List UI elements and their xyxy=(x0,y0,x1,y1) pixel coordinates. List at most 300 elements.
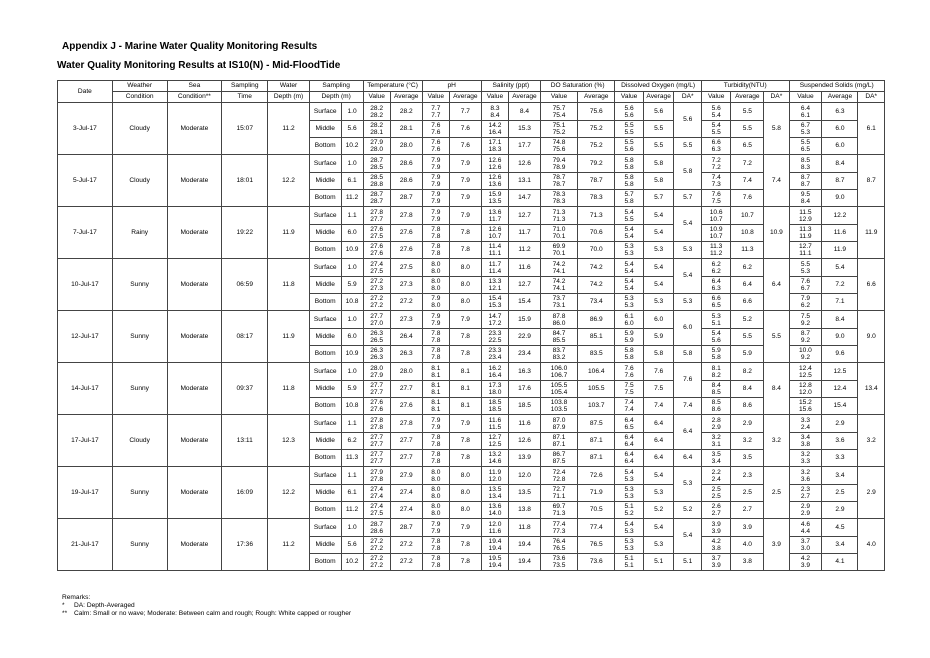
temperature-values-reading: 27.6 xyxy=(370,243,384,250)
dissolved-oxygen-average: 5.4 xyxy=(643,225,674,242)
do-saturation-values-reading: 73.5 xyxy=(552,562,566,569)
do-saturation-values-reading: 73.6 xyxy=(552,555,566,562)
suspended-solids-values-reading: 8.7 xyxy=(800,330,810,337)
water-quality-table xyxy=(57,80,885,571)
salinity-average: 14.7 xyxy=(509,190,541,207)
do-saturation-average: 85.1 xyxy=(578,329,615,346)
salinity-values-reading: 16.4 xyxy=(488,371,502,379)
salinity-average: 12.6 xyxy=(509,433,541,450)
ph-average: 8.0 xyxy=(450,467,482,485)
turbidity-values-reading: 5.4 xyxy=(711,330,721,337)
turbidity-da: 2.5 xyxy=(764,467,789,519)
salinity-values-reading: 22.5 xyxy=(488,337,502,344)
temperature-values xyxy=(363,207,390,225)
salinity-values-reading: 11.6 xyxy=(488,527,502,535)
do-saturation-values-reading: 74.2 xyxy=(552,260,566,268)
turbidity-values xyxy=(701,467,731,485)
suspended-solids-values xyxy=(789,311,822,329)
ph-average: 7.8 xyxy=(450,242,482,259)
salinity-values-reading: 11.4 xyxy=(488,267,502,275)
do-saturation-values xyxy=(540,294,577,311)
sampling-level-cell: Surface xyxy=(309,103,341,121)
temperature-values-reading: 26.3 xyxy=(370,354,384,361)
dissolved-oxygen-bottom-da: 5.3 xyxy=(674,294,701,311)
ph-values-reading: 7.9 xyxy=(431,181,441,188)
sampling-level-cell: Bottom xyxy=(309,398,341,415)
do-saturation-values xyxy=(540,363,577,381)
turbidity-values-reading: 6.6 xyxy=(711,295,721,302)
temperature-values xyxy=(363,554,390,571)
suspended-solids-da: 13.4 xyxy=(858,363,885,415)
turbidity-average: 6.4 xyxy=(731,277,764,294)
sampling-depth-cell: 1.0 xyxy=(341,519,363,537)
turbidity-values-reading: 3.9 xyxy=(711,520,721,528)
do-saturation-values-reading: 69.7 xyxy=(552,503,566,510)
suspended-solids-values-reading: 11.3 xyxy=(799,226,812,233)
sea-condition-cell: Moderate xyxy=(167,155,222,207)
header-sampling-depth: Sampling xyxy=(309,81,363,92)
ph-average: 7.8 xyxy=(450,450,482,467)
ph-average: 7.8 xyxy=(450,537,482,554)
do-saturation-values-reading: 74.2 xyxy=(552,278,566,285)
suspended-solids-values-reading: 8.3 xyxy=(800,163,810,171)
salinity-values xyxy=(481,485,508,502)
do-saturation-values xyxy=(540,398,577,415)
dissolved-oxygen-values xyxy=(615,225,643,242)
turbidity-values-reading: 8.6 xyxy=(711,406,721,413)
ph-average: 7.9 xyxy=(450,190,482,207)
suspended-solids-average: 2.9 xyxy=(822,502,858,519)
salinity-values-reading: 11.4 xyxy=(488,243,502,250)
do-saturation-values xyxy=(540,225,577,242)
turbidity-values-reading: 6.6 xyxy=(711,139,721,146)
turbidity-values-reading: 2.8 xyxy=(711,416,721,424)
ph-values-reading: 7.8 xyxy=(431,545,441,552)
suspended-solids-values xyxy=(789,537,822,554)
suspended-solids-values-reading: 9.5 xyxy=(800,191,810,198)
suspended-solids-values xyxy=(789,485,822,502)
dissolved-oxygen-values-reading: 5.3 xyxy=(624,295,634,302)
salinity-values xyxy=(481,155,508,173)
temperature-values-reading: 28.0 xyxy=(370,146,384,153)
sea-condition-cell: Moderate xyxy=(167,103,222,155)
temperature-values xyxy=(363,329,390,346)
sampling-level-cell: Surface xyxy=(309,415,341,433)
dissolved-oxygen-average: 7.5 xyxy=(643,381,674,398)
temperature-average: 26.3 xyxy=(390,346,422,363)
turbidity-values-reading: 10.6 xyxy=(709,208,723,216)
dissolved-oxygen-values-reading: 5.4 xyxy=(624,233,634,240)
ph-values-reading: 8.0 xyxy=(431,493,441,500)
do-saturation-values-reading: 76.4 xyxy=(552,538,566,545)
salinity-average: 15.9 xyxy=(509,311,541,329)
dissolved-oxygen-values xyxy=(615,398,643,415)
date-cell: 10-Jul-17 xyxy=(58,259,113,311)
temperature-values-reading: 27.5 xyxy=(370,267,384,275)
turbidity-average: 5.5 xyxy=(731,121,764,138)
appendix-title: Appendix J - Marine Water Quality Monitoring Results xyxy=(62,41,318,52)
salinity-values xyxy=(481,537,508,554)
sampling-time-cell: 19:22 xyxy=(222,207,268,259)
suspended-solids-average: 15.4 xyxy=(822,398,858,415)
suspended-solids-da: 6.6 xyxy=(858,259,885,311)
temperature-values-reading: 27.4 xyxy=(370,260,384,268)
suspended-solids-average: 2.9 xyxy=(822,415,858,433)
do-saturation-values-reading: 78.9 xyxy=(552,163,566,171)
do-saturation-values-reading: 87.1 xyxy=(552,434,566,441)
dissolved-oxygen-values xyxy=(615,381,643,398)
dissolved-oxygen-bottom-da: 5.5 xyxy=(674,138,701,155)
dissolved-oxygen-values-reading: 5.4 xyxy=(624,226,634,233)
temperature-values xyxy=(363,502,390,519)
ph-values-reading: 7.8 xyxy=(431,538,441,545)
suspended-solids-values-reading: 7.6 xyxy=(800,278,810,285)
temperature-values-reading: 27.7 xyxy=(370,389,384,396)
dissolved-oxygen-values-reading: 5.8 xyxy=(624,163,634,171)
suspended-solids-average: 5.4 xyxy=(822,259,858,277)
do-saturation-average: 83.5 xyxy=(578,346,615,363)
dissolved-oxygen-values-reading: 5.5 xyxy=(624,122,634,129)
salinity-values-reading: 13.6 xyxy=(488,503,502,510)
sampling-level-cell: Bottom xyxy=(309,242,341,259)
temperature-values-reading: 28.2 xyxy=(370,122,384,129)
temperature-values-reading: 28.2 xyxy=(370,111,384,119)
turbidity-values-reading: 2.7 xyxy=(711,510,721,517)
suspended-solids-values xyxy=(789,398,822,415)
table-row xyxy=(58,519,885,537)
do-saturation-values-reading: 86.7 xyxy=(552,451,566,458)
temperature-values xyxy=(363,277,390,294)
dissolved-oxygen-values-reading: 5.4 xyxy=(624,285,634,292)
turbidity-values-reading: 3.4 xyxy=(711,458,721,465)
dissolved-oxygen-values-reading: 7.6 xyxy=(624,364,634,372)
ph-average: 7.8 xyxy=(450,433,482,450)
water-depth-cell: 11.8 xyxy=(268,259,310,311)
turbidity-average: 3.9 xyxy=(731,519,764,537)
header-value: Value xyxy=(481,92,508,103)
date-cell: 7-Jul-17 xyxy=(58,207,113,259)
ph-values xyxy=(422,207,449,225)
suspended-solids-values-reading: 12.0 xyxy=(799,389,812,396)
dissolved-oxygen-bottom-da: 5.3 xyxy=(674,242,701,259)
salinity-values-reading: 19.5 xyxy=(488,555,502,562)
header-da: DA* xyxy=(764,92,789,103)
turbidity-da: 8.4 xyxy=(764,363,789,415)
do-saturation-average: 72.6 xyxy=(578,467,615,485)
dissolved-oxygen-average: 5.4 xyxy=(643,467,674,485)
ph-values-reading: 7.9 xyxy=(431,215,441,223)
header-average: Average xyxy=(390,92,422,103)
salinity-values xyxy=(481,329,508,346)
dissolved-oxygen-values-reading: 7.5 xyxy=(624,389,634,396)
turbidity-values-reading: 6.3 xyxy=(711,285,721,292)
salinity-average: 12.7 xyxy=(509,207,541,225)
date-cell: 21-Jul-17 xyxy=(58,519,113,571)
temperature-values xyxy=(363,346,390,363)
suspended-solids-average: 9.0 xyxy=(822,329,858,346)
salinity-values-reading: 13.4 xyxy=(488,493,502,500)
dissolved-oxygen-values xyxy=(615,155,643,173)
ph-values-reading: 7.8 xyxy=(431,354,441,361)
suspended-solids-da: 8.7 xyxy=(858,155,885,207)
do-saturation-average: 77.4 xyxy=(578,519,615,537)
dissolved-oxygen-values-reading: 5.4 xyxy=(624,267,634,275)
temperature-average: 28.0 xyxy=(390,138,422,155)
ph-values-reading: 7.9 xyxy=(431,198,441,205)
do-saturation-values-reading: 105.5 xyxy=(550,382,568,389)
dissolved-oxygen-values xyxy=(615,346,643,363)
suspended-solids-average: 4.1 xyxy=(822,554,858,571)
dissolved-oxygen-average: 5.7 xyxy=(643,190,674,207)
suspended-solids-values xyxy=(789,190,822,207)
dissolved-oxygen-average: 5.3 xyxy=(643,242,674,259)
temperature-average: 27.7 xyxy=(390,450,422,467)
water-depth-cell: 12.2 xyxy=(268,467,310,519)
do-saturation-values-reading: 73.1 xyxy=(552,302,566,309)
salinity-values-reading: 23.3 xyxy=(488,347,502,354)
sea-condition-cell: Moderate xyxy=(167,415,222,467)
turbidity-values xyxy=(701,346,731,363)
ph-average: 7.9 xyxy=(450,207,482,225)
turbidity-values-reading: 3.5 xyxy=(711,451,721,458)
temperature-values-reading: 27.9 xyxy=(370,468,384,476)
temperature-values xyxy=(363,381,390,398)
dissolved-oxygen-bottom-da: 5.7 xyxy=(674,190,701,207)
turbidity-average: 6.5 xyxy=(731,138,764,155)
dissolved-oxygen-values-reading: 6.0 xyxy=(624,319,634,327)
dissolved-oxygen-average: 5.8 xyxy=(643,346,674,363)
salinity-values-reading: 19.4 xyxy=(488,545,502,552)
header-value: Value xyxy=(422,92,449,103)
suspended-solids-values xyxy=(789,554,822,571)
do-saturation-values-reading: 70.1 xyxy=(552,233,566,240)
water-depth-cell: 11.9 xyxy=(268,207,310,259)
temperature-values-reading: 27.9 xyxy=(370,371,384,379)
weather-cell: Sunny xyxy=(112,519,167,571)
ph-values-reading: 8.0 xyxy=(431,260,441,268)
suspended-solids-values-reading: 3.8 xyxy=(800,441,810,448)
header-average: Average xyxy=(578,92,615,103)
salinity-average: 13.8 xyxy=(509,502,541,519)
do-saturation-values xyxy=(540,277,577,294)
temperature-values-reading: 28.5 xyxy=(370,163,384,171)
temperature-average: 27.5 xyxy=(390,259,422,277)
turbidity-values-reading: 6.3 xyxy=(711,146,721,153)
temperature-values-reading: 27.0 xyxy=(370,319,384,327)
ph-values-reading: 7.6 xyxy=(431,139,441,146)
turbidity-values-reading: 3.8 xyxy=(711,545,721,552)
dissolved-oxygen-values-reading: 7.4 xyxy=(624,399,634,406)
do-saturation-average: 71.3 xyxy=(578,207,615,225)
dissolved-oxygen-average: 5.1 xyxy=(643,554,674,571)
temperature-values-reading: 28.1 xyxy=(370,129,384,136)
salinity-average: 12.0 xyxy=(509,467,541,485)
dissolved-oxygen-values-reading: 5.3 xyxy=(624,493,634,500)
suspended-solids-average: 8.4 xyxy=(822,311,858,329)
salinity-average: 15.4 xyxy=(509,294,541,311)
suspended-solids-da: 2.9 xyxy=(858,467,885,519)
suspended-solids-values-reading: 15.2 xyxy=(799,399,812,406)
suspended-solids-values xyxy=(789,502,822,519)
sampling-time-cell: 16:09 xyxy=(222,467,268,519)
suspended-solids-average: 3.6 xyxy=(822,433,858,450)
temperature-values xyxy=(363,190,390,207)
suspended-solids-values-reading: 4.4 xyxy=(800,527,810,535)
salinity-values xyxy=(481,346,508,363)
ph-values-reading: 8.1 xyxy=(431,382,441,389)
table-row xyxy=(58,311,885,329)
suspended-solids-values-reading: 11.1 xyxy=(799,250,812,257)
ph-values xyxy=(422,329,449,346)
temperature-average: 28.7 xyxy=(390,519,422,537)
do-saturation-average: 87.1 xyxy=(578,450,615,467)
turbidity-values-reading: 5.9 xyxy=(711,347,721,354)
suspended-solids-values xyxy=(789,363,822,381)
temperature-average: 27.8 xyxy=(390,207,422,225)
suspended-solids-values-reading: 5.5 xyxy=(800,139,810,146)
temperature-values xyxy=(363,398,390,415)
temperature-values-reading: 27.2 xyxy=(370,555,384,562)
suspended-solids-average: 3.4 xyxy=(822,537,858,554)
suspended-solids-values-reading: 7.9 xyxy=(800,295,810,302)
dissolved-oxygen-da: 6.4 xyxy=(674,415,701,450)
turbidity-values xyxy=(701,121,731,138)
ph-values-reading: 7.9 xyxy=(431,208,441,216)
table-subtitle: Water Quality Monitoring Results at IS10(N) - Mid-FloodTide xyxy=(57,60,341,71)
ph-values-reading: 8.0 xyxy=(431,267,441,275)
turbidity-values xyxy=(701,294,731,311)
suspended-solids-values-reading: 12.5 xyxy=(799,371,812,379)
header-salinity: Salinity (ppt) xyxy=(481,81,540,92)
turbidity-values xyxy=(701,207,731,225)
header-average: Average xyxy=(731,92,764,103)
temperature-values xyxy=(363,450,390,467)
salinity-values-reading: 11.7 xyxy=(488,215,502,223)
ph-values-reading: 8.1 xyxy=(431,406,441,413)
turbidity-average: 10.8 xyxy=(731,225,764,242)
temperature-average: 28.7 xyxy=(390,190,422,207)
do-saturation-values-reading: 71.1 xyxy=(552,493,566,500)
do-saturation-values-reading: 83.2 xyxy=(552,354,566,361)
do-saturation-values xyxy=(540,242,577,259)
do-saturation-values-reading: 72.4 xyxy=(552,468,566,476)
dissolved-oxygen-values xyxy=(615,294,643,311)
header-average: Average xyxy=(450,92,482,103)
turbidity-values-reading: 10.7 xyxy=(709,233,723,240)
suspended-solids-values-reading: 6.1 xyxy=(800,111,810,119)
salinity-values xyxy=(481,415,508,433)
temperature-values-reading: 27.3 xyxy=(370,285,384,292)
dissolved-oxygen-da: 5.4 xyxy=(674,207,701,242)
temperature-values-reading: 27.2 xyxy=(370,278,384,285)
suspended-solids-da: 6.1 xyxy=(858,103,885,155)
temperature-values-reading: 28.7 xyxy=(370,191,384,198)
ph-values-reading: 7.8 xyxy=(431,337,441,344)
salinity-values xyxy=(481,363,508,381)
turbidity-values xyxy=(701,415,731,433)
salinity-values xyxy=(481,190,508,207)
temperature-values xyxy=(363,485,390,502)
suspended-solids-values-reading: 5.5 xyxy=(800,260,810,268)
header-average: Average xyxy=(509,92,541,103)
do-saturation-values-reading: 105.4 xyxy=(550,389,568,396)
dissolved-oxygen-values-reading: 5.3 xyxy=(624,250,634,257)
turbidity-values-reading: 5.6 xyxy=(711,104,721,112)
header-weather: Weather xyxy=(112,81,167,92)
ph-values-reading: 7.6 xyxy=(431,129,441,136)
salinity-values-reading: 16.2 xyxy=(488,364,502,372)
dissolved-oxygen-da: 5.4 xyxy=(674,259,701,294)
ph-average: 7.8 xyxy=(450,346,482,363)
do-saturation-values xyxy=(540,259,577,277)
turbidity-values xyxy=(701,519,731,537)
temperature-values-reading: 27.2 xyxy=(370,295,384,302)
turbidity-values xyxy=(701,329,731,346)
ph-values xyxy=(422,259,449,277)
ph-values xyxy=(422,346,449,363)
sampling-depth-cell: 6.0 xyxy=(341,225,363,242)
dissolved-oxygen-values-reading: 5.6 xyxy=(624,146,634,153)
do-saturation-values xyxy=(540,485,577,502)
do-saturation-average: 78.7 xyxy=(578,173,615,190)
ph-values xyxy=(422,294,449,311)
turbidity-values-reading: 4.2 xyxy=(711,538,721,545)
do-saturation-values-reading: 71.3 xyxy=(552,215,566,223)
turbidity-values xyxy=(701,259,731,277)
salinity-values-reading: 23.4 xyxy=(488,354,502,361)
turbidity-values-reading: 5.5 xyxy=(711,129,721,136)
ph-values-reading: 7.9 xyxy=(431,174,441,181)
sampling-level-cell: Bottom xyxy=(309,190,341,207)
salinity-average: 11.6 xyxy=(509,415,541,433)
do-saturation-values-reading: 73.7 xyxy=(552,295,566,302)
header-value: Value xyxy=(789,92,822,103)
do-saturation-values xyxy=(540,103,577,121)
ph-average: 8.0 xyxy=(450,485,482,502)
do-saturation-values-reading: 103.8 xyxy=(550,399,568,406)
dissolved-oxygen-values xyxy=(615,502,643,519)
date-cell: 19-Jul-17 xyxy=(58,467,113,519)
date-cell: 17-Jul-17 xyxy=(58,415,113,467)
header-row-1 xyxy=(58,81,885,92)
dissolved-oxygen-values-reading: 5.3 xyxy=(624,545,634,552)
salinity-values-reading: 13.6 xyxy=(488,208,502,216)
temperature-average: 27.2 xyxy=(390,554,422,571)
suspended-solids-values xyxy=(789,225,822,242)
ph-values xyxy=(422,121,449,138)
ph-values xyxy=(422,242,449,259)
dissolved-oxygen-values-reading: 5.8 xyxy=(624,354,634,361)
sampling-level-cell: Middle xyxy=(309,381,341,398)
temperature-values-reading: 28.0 xyxy=(370,364,384,372)
temperature-values-reading: 28.7 xyxy=(370,156,384,164)
dissolved-oxygen-values-reading: 5.9 xyxy=(624,337,634,344)
salinity-values xyxy=(481,138,508,155)
suspended-solids-values-reading: 6.7 xyxy=(800,122,810,129)
dissolved-oxygen-average: 5.2 xyxy=(643,502,674,519)
suspended-solids-values xyxy=(789,259,822,277)
dissolved-oxygen-values-reading: 5.3 xyxy=(624,527,634,535)
header-da: DA* xyxy=(674,92,701,103)
suspended-solids-values xyxy=(789,138,822,155)
ph-average: 8.0 xyxy=(450,277,482,294)
temperature-values-reading: 27.5 xyxy=(370,510,384,517)
do-saturation-values-reading: 87.8 xyxy=(552,312,566,320)
dissolved-oxygen-values-reading: 5.3 xyxy=(624,302,634,309)
header-sampling-depth-sub: Depth (m) xyxy=(309,92,363,103)
do-saturation-values-reading: 71.3 xyxy=(552,510,566,517)
header-value: Value xyxy=(540,92,577,103)
